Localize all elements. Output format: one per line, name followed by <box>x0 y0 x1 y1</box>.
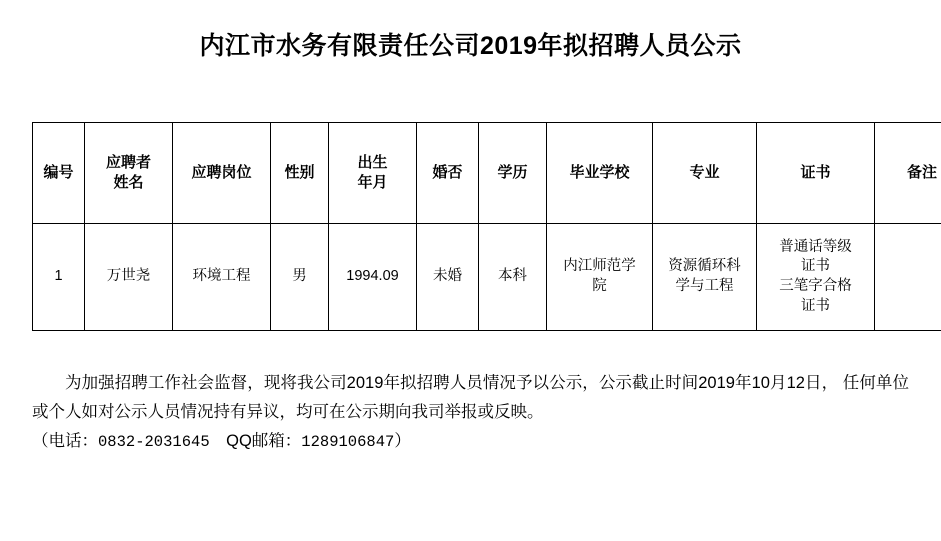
column-header-birth-line1: 出生 <box>331 153 414 173</box>
column-header-post: 应聘岗位 <box>173 123 271 224</box>
contact-line <box>32 427 909 456</box>
column-header-name-line1: 应聘者 <box>87 153 170 173</box>
candidate-table <box>32 122 941 331</box>
cell-sex: 男 <box>271 224 329 331</box>
cell-no: 1 <box>33 224 85 331</box>
cell-name: 万世尧 <box>85 224 173 331</box>
column-header-no: 编号 <box>33 123 85 224</box>
contact-middle: QQ邮箱： <box>210 432 302 450</box>
column-header-remark: 备注 <box>875 123 941 224</box>
contact-suffix: ） <box>394 432 411 450</box>
column-header-birth <box>329 123 417 224</box>
candidate-table-container <box>32 122 909 331</box>
cell-certificate-line2: 证书 <box>759 257 872 277</box>
cell-birth: 1994.09 <box>329 224 417 331</box>
column-header-certificate: 证书 <box>757 123 875 224</box>
column-header-education: 学历 <box>479 123 547 224</box>
cell-major-line1: 资源循环科 <box>655 257 754 277</box>
cell-certificate-line1: 普通话等级 <box>759 238 872 258</box>
column-header-sex: 性别 <box>271 123 329 224</box>
cell-major <box>653 224 757 331</box>
cell-remark <box>875 224 941 331</box>
cell-education: 本科 <box>479 224 547 331</box>
document-page <box>0 26 941 541</box>
table-header-row <box>33 123 941 224</box>
notice-paragraph: 为加强招聘工作社会监督，现将我公司2019年拟招聘人员情况予以公示，公示截止时间2019年10月12日， 任何单位或个人如对公示人员情况持有异议，均可在公示期向我司举报或反映。 <box>32 369 909 427</box>
cell-school <box>547 224 653 331</box>
cell-marriage: 未婚 <box>417 224 479 331</box>
cell-post: 环境工程 <box>173 224 271 331</box>
column-header-school: 毕业学校 <box>547 123 653 224</box>
cell-major-line2: 学与工程 <box>655 277 754 297</box>
column-header-name <box>85 123 173 224</box>
table-row <box>33 224 941 331</box>
contact-phone: 0832-2031645 <box>98 433 210 451</box>
page-title: 内江市水务有限责任公司2019年拟招聘人员公示 <box>0 26 941 62</box>
contact-prefix: （电话： <box>32 432 98 450</box>
contact-qq: 1289106847 <box>301 433 394 451</box>
column-header-marriage: 婚否 <box>417 123 479 224</box>
cell-certificate-line4: 证书 <box>759 297 872 317</box>
cell-certificate-line3: 三笔字合格 <box>759 277 872 297</box>
column-header-major: 专业 <box>653 123 757 224</box>
cell-certificate <box>757 224 875 331</box>
column-header-name-line2: 姓名 <box>87 173 170 193</box>
notice-body <box>32 369 909 456</box>
cell-school-line1: 内江师范学 <box>549 257 650 277</box>
column-header-birth-line2: 年月 <box>331 173 414 193</box>
cell-school-line2: 院 <box>549 277 650 297</box>
